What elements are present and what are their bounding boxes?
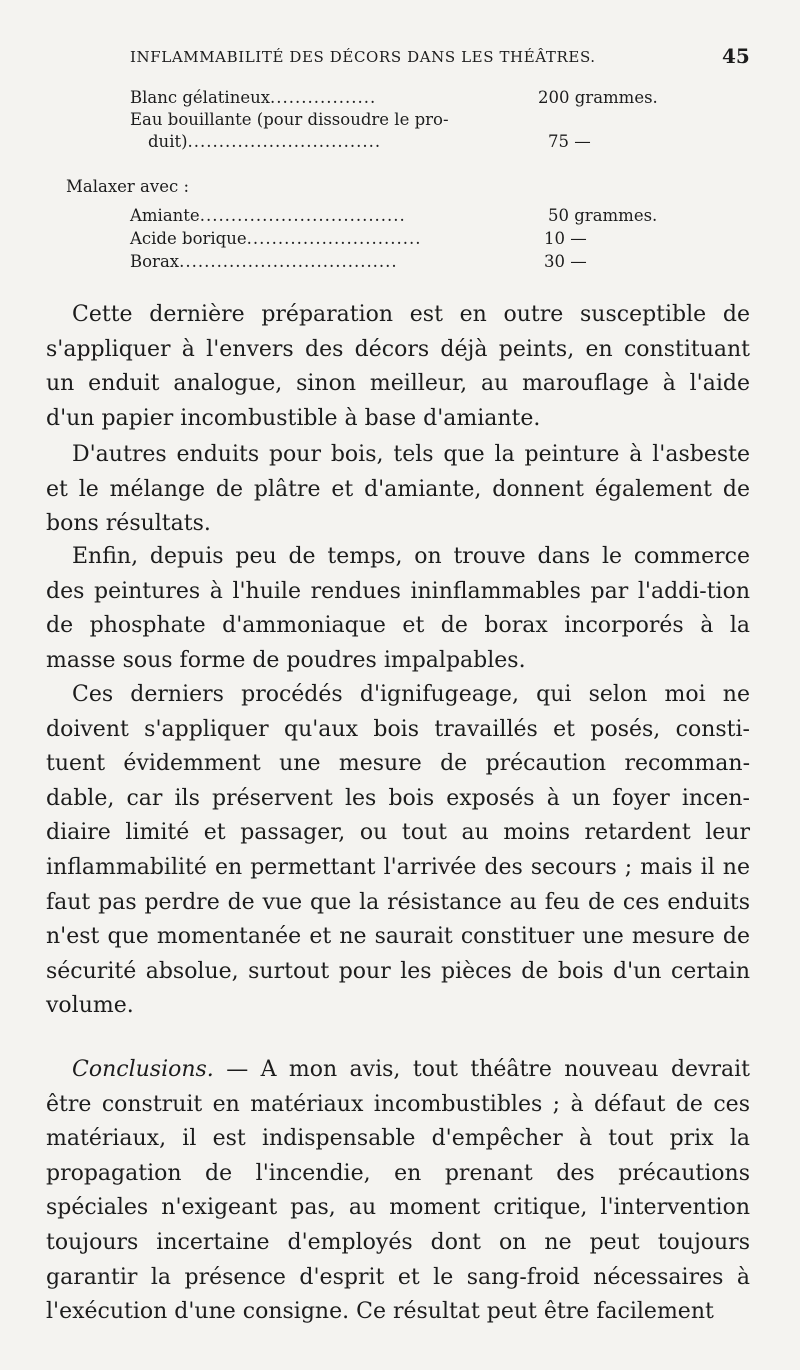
recipe-mix-label: Malaxer avec : (66, 177, 190, 196)
recipe-qty: 50 grammes. (548, 206, 658, 225)
conclusion-paragraph (46, 1053, 750, 1330)
body-paragraph: D'autres enduits pour bois, tels que la peinture à l'asbeste et le mélange de plâtre et d'amiante, donnent également de bons résultats. (46, 442, 750, 537)
recipe-qty: 75 — (548, 132, 591, 151)
conclusion-label: Conclusions. (72, 1057, 214, 1082)
recipe-item: duit)............................... (148, 132, 382, 151)
recipe-item: Amiante................................. (130, 206, 406, 225)
body-paragraph: Ces derniers procédés d'ignifugeage, qui selon moi ne doivent s'appliquer qu'aux bois travaillés et posés, consti-tuent évidemment une mesure de précaution recomman-dable, car ils préservent les bois exposés à un foyer incen-diaire limité et passager, ou tout au moins retardent leur inflammabilité en permettant l'arrivée des secours ; mais il ne faut pas perdre de vue que la résistance au feu de ces enduits n'est que momentanée et ne saurait constituer une mesure de sécurité absolue, surtout pour les pièces de bois d'un certain volume. (46, 682, 750, 1019)
body-paragraph: Enfin, depuis peu de temps, on trouve dans le commerce des peintures à l'huile rendues ininflammables par l'addi-tion de phosphate d'ammoniaque et de borax incorporés à la masse sous forme de poudres impalpables. (46, 544, 750, 673)
conclusion-text: — A mon avis, tout théâtre nouveau devrait être construit en matériaux incombustibles ; à défaut de ces matériaux, il est indispensable d'empêcher à tout prix la propagation de l'incendie, en prenant des précautions spéciales n'exigeant pas, au moment critique, l'intervention toujours incertaine d'employés dont on ne peut toujours garantir la présence d'esprit et le sang-froid nécessaires à l'exécution d'une consigne. Ce résultat peut être facilement (46, 1057, 750, 1325)
recipe-item: Eau bouillante (pour dissoudre le pro- (130, 110, 449, 129)
page-number: 45 (722, 44, 750, 68)
recipe-item: Borax................................... (130, 252, 398, 271)
recipe-qty: 10 — (544, 229, 587, 248)
recipe-qty: 30 — (544, 252, 587, 271)
recipe-item: Acide borique............................ (130, 229, 422, 248)
recipe-qty: 200 grammes. (538, 88, 658, 107)
running-head: INFLAMMABILITÉ DES DÉCORS DANS LES THÉÂTRES. (130, 48, 596, 66)
recipe-item: Blanc gélatineux................. (130, 88, 377, 107)
body-paragraph: Cette dernière préparation est en outre susceptible de s'appliquer à l'envers des décors déjà peints, en constituant un enduit analogue, sinon meilleur, au marouflage à l'aide d'un papier incombustible à base d'amiante. (46, 302, 750, 431)
